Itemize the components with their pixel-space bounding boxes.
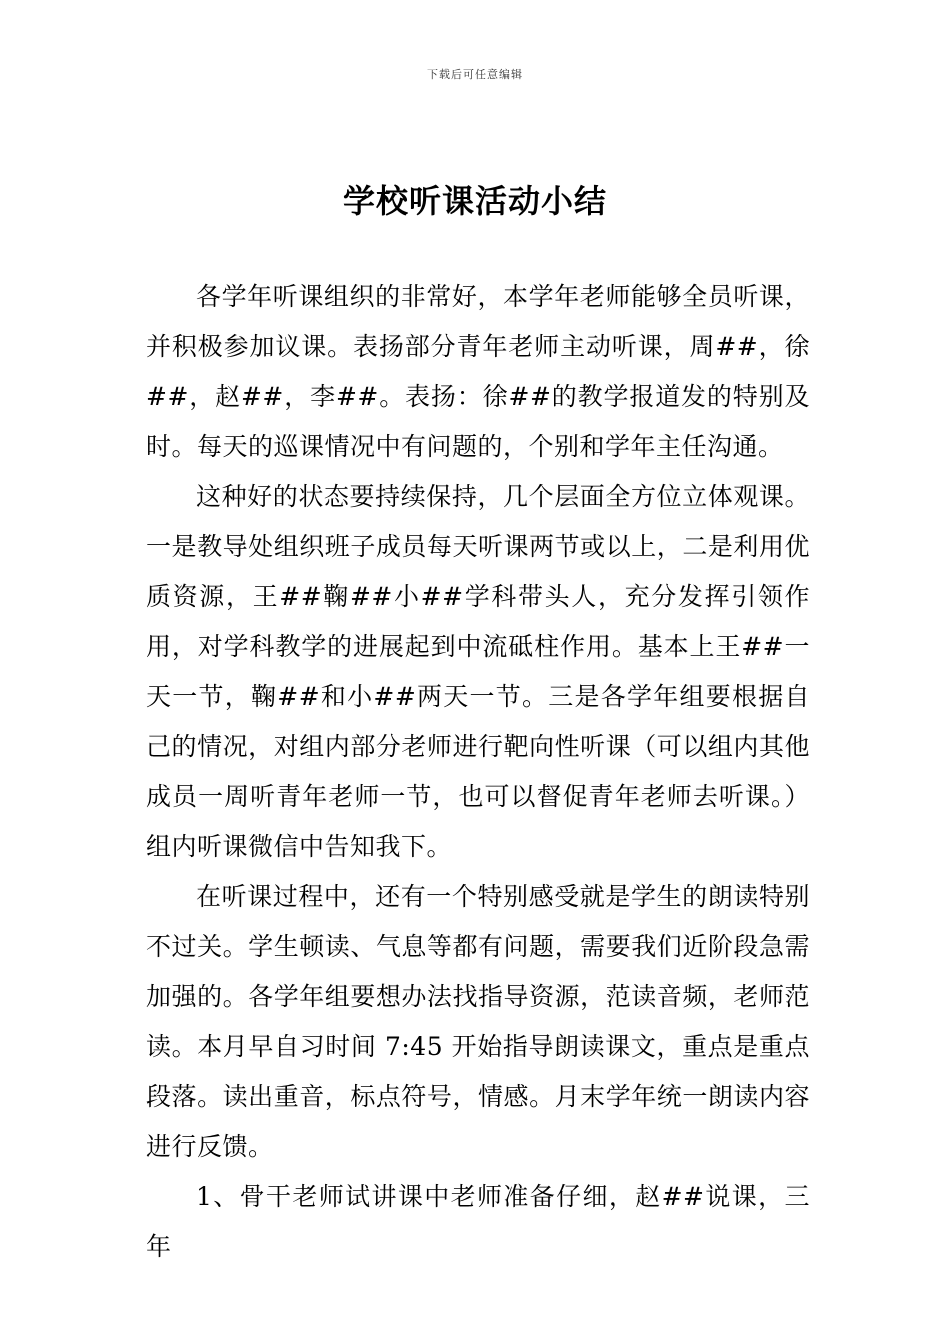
paragraph-4: 1、骨干老师试讲课中老师准备仔细，赵##说课，三年	[146, 1182, 810, 1261]
paragraph-2: 这种好的状态要持续保持，几个层面全方位立体观课。一是教导处组织班子成员每天听课两节或以上，二是利用优质资源，王##鞠##小##学科带头人，充分发挥引领作用，对学科教学的进展起到中流砥柱作用。基本上王##一天一节，鞠##和小##两天一节。三是各学年组要根据自己的情况，对组内部分老师进行靶向性听课（可以组内其他成员一周听青年老师一节，也可以督促青年老师去听课。）组内听课微信中告知我下。	[146, 482, 810, 861]
document-title: 学校听课活动小结	[342, 182, 607, 220]
document-body	[146, 272, 810, 1272]
paragraph-3: 在听课过程中，还有一个特别感受就是学生的朗读特别不过关。学生顿读、气息等都有问题，需要我们近阶段急需加强的。各学年组要想办法找指导资源，范读音频，老师范读。本月早自习时间 7:45 开始指导朗读课文，重点是重点段落。读出重音，标点符号，情感。月末学年统一朗读内容进行反馈。	[146, 882, 810, 1161]
paragraph-1: 各学年听课组织的非常好，本学年老师能够全员听课，并积极参加议课。表扬部分青年老师主动听课，周##，徐##，赵##，李##。表扬：徐##的教学报道发的特别及时。每天的巡课情况中有问题的，个别和学年主任沟通。	[146, 282, 810, 461]
header-note: 下载后可任意编辑	[427, 68, 523, 81]
